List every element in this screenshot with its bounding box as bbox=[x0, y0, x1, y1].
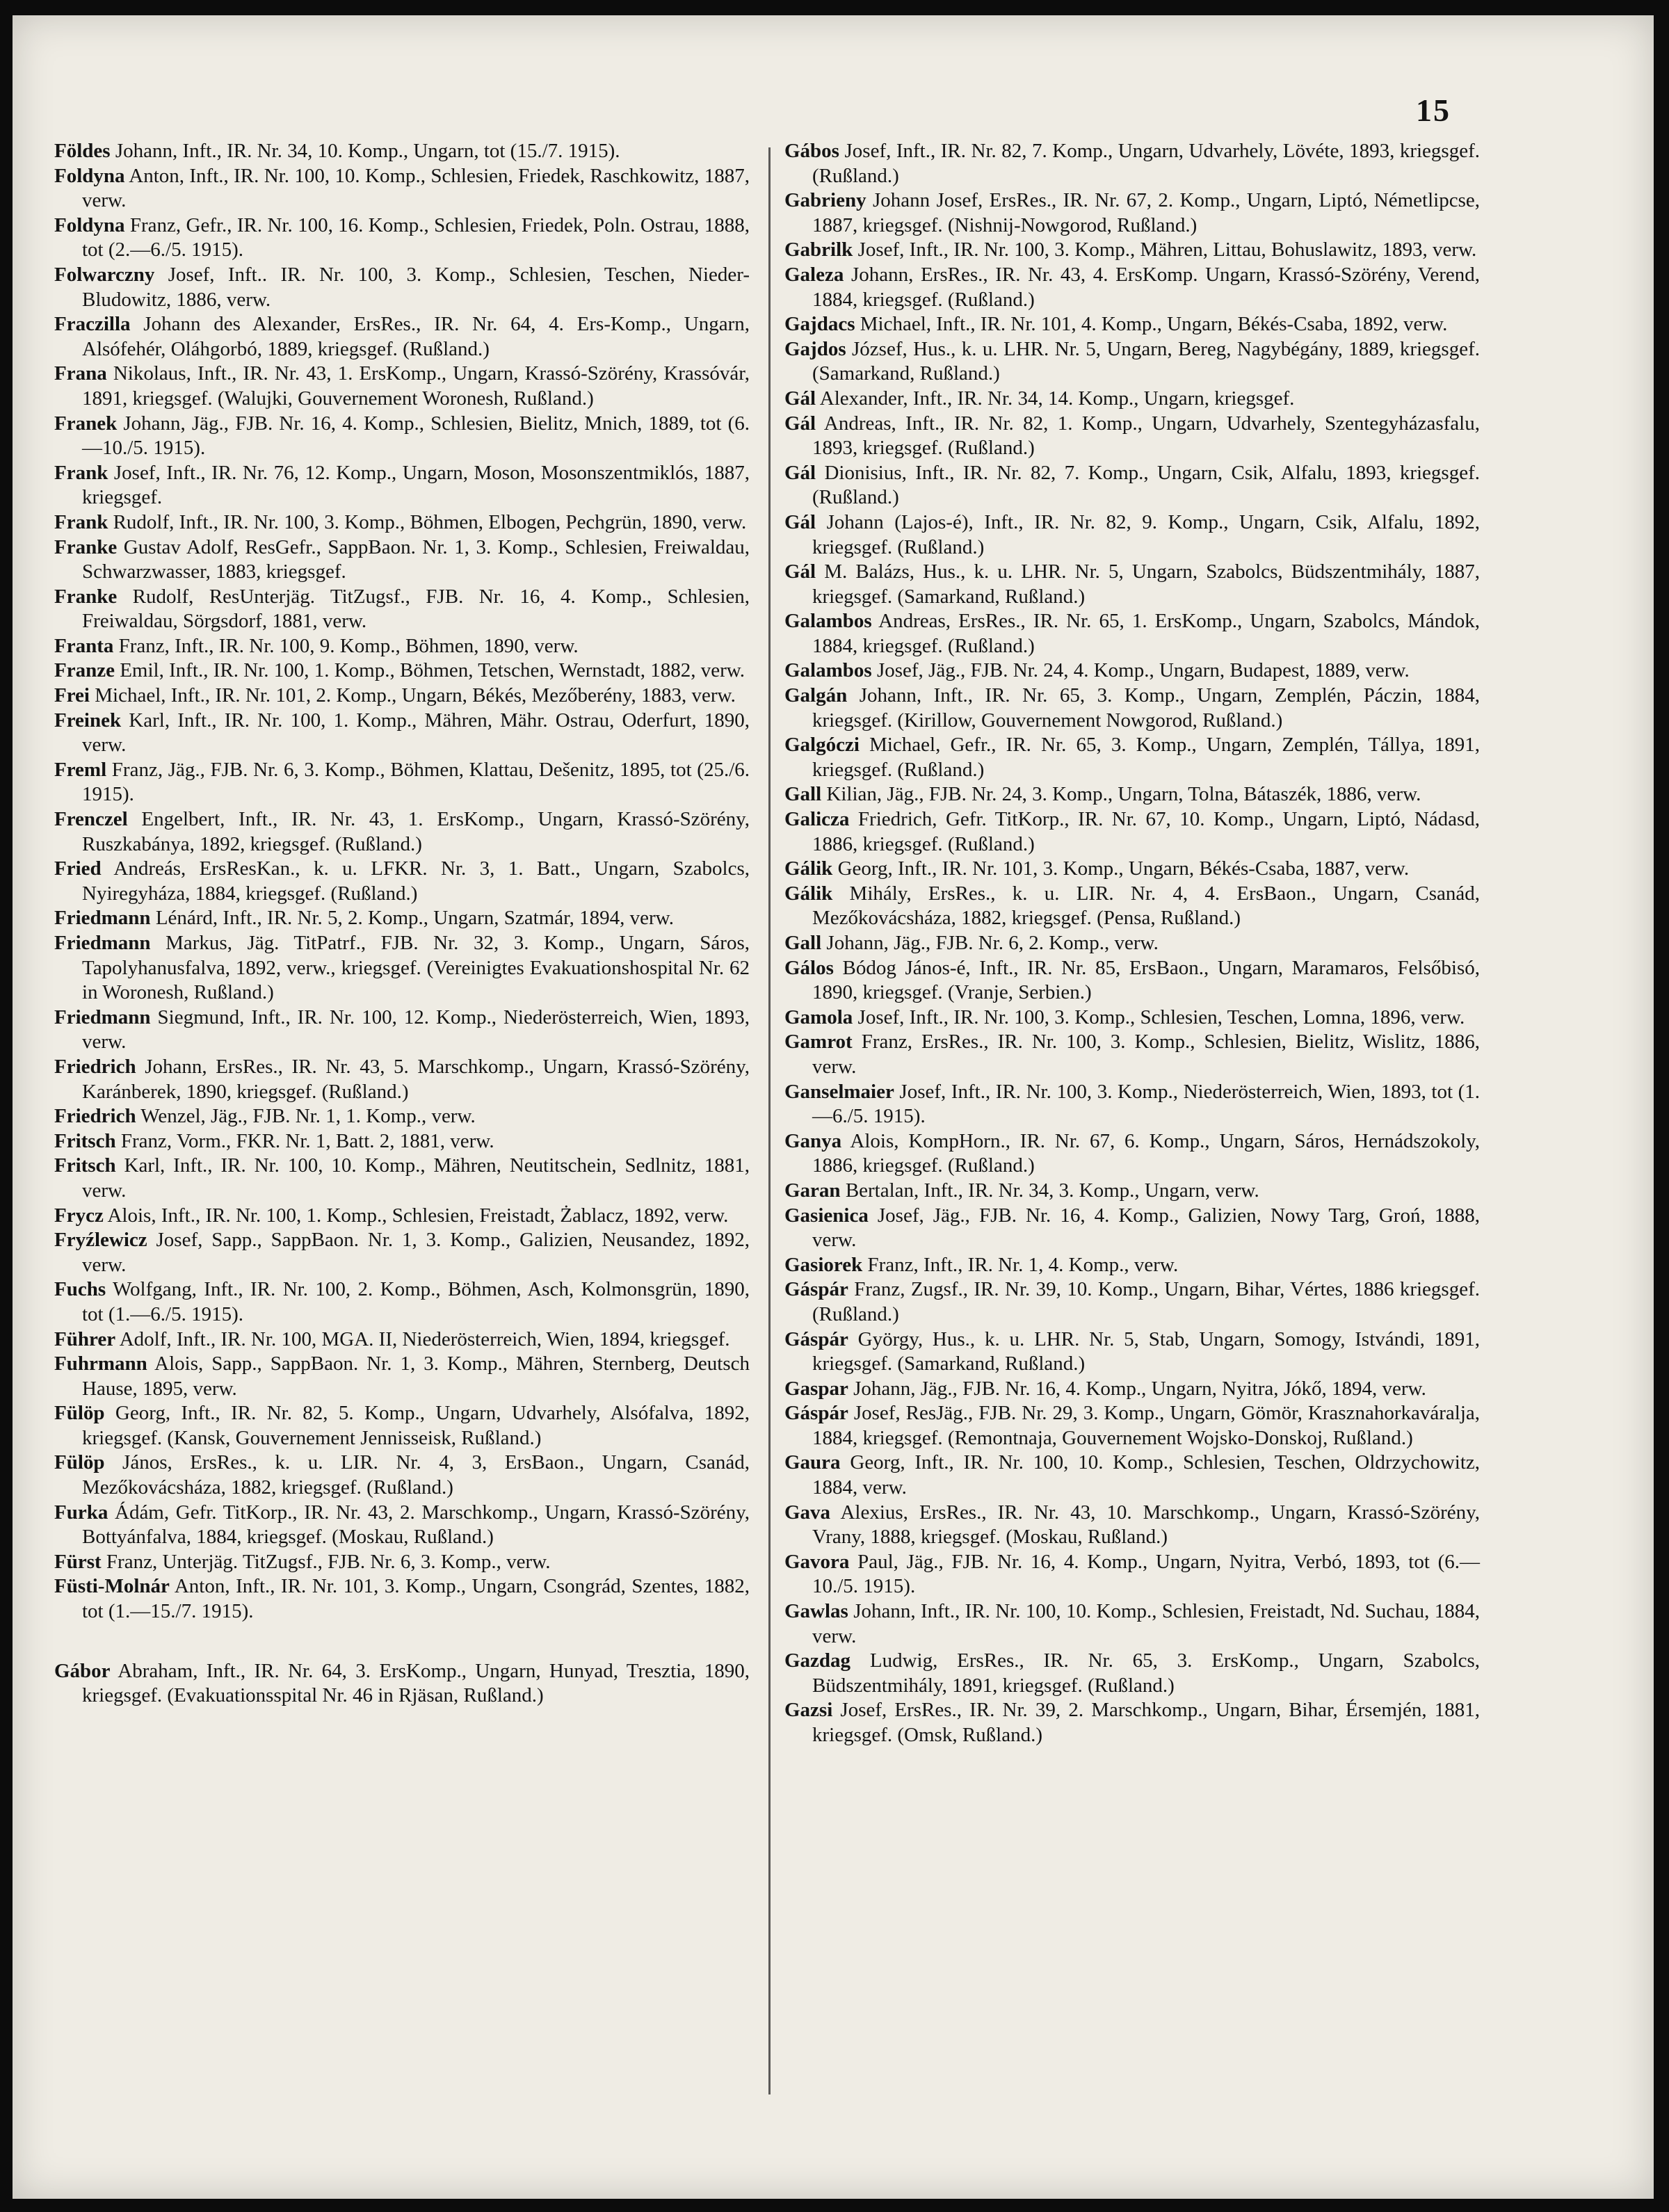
list-entry bbox=[54, 213, 750, 263]
entry-details: Josef, ErsRes., IR. Nr. 39, 2. Marschkomp., Ungarn, Bihar, Érsemjén, 1881, kriegsgef. (Omsk, Rußland.) bbox=[812, 1699, 1480, 1746]
entry-surname: Gál bbox=[784, 560, 816, 583]
entry-details: Rudolf, ResUnterjäg. TitZugsf., FJB. Nr. 16, 4. Komp., Schlesien, Freiwaldau, Sörgsdorf, 1881, verw. bbox=[82, 585, 750, 633]
list-entry bbox=[54, 1104, 750, 1129]
list-entry bbox=[784, 238, 1480, 263]
list-entry bbox=[54, 857, 750, 906]
entry-details: Bertalan, Inft., IR. Nr. 34, 3. Komp., Ungarn, verw. bbox=[840, 1179, 1259, 1202]
list-entry bbox=[54, 1550, 750, 1575]
list-entry bbox=[784, 1649, 1480, 1698]
document-page bbox=[13, 15, 1654, 2199]
entry-details: György, Hus., k. u. LHR. Nr. 5, Stab, Ungarn, Somogy, Istvándi, 1891, kriegsgef. (Samarkand, Rußland.) bbox=[812, 1327, 1480, 1375]
entry-surname: Fryźlewicz bbox=[54, 1229, 147, 1252]
list-entry bbox=[784, 733, 1480, 782]
entry-surname: Gaspar bbox=[784, 1377, 848, 1400]
entry-surname: Gabrieny bbox=[784, 189, 866, 212]
list-entry bbox=[784, 1377, 1480, 1402]
entry-surname: Garan bbox=[784, 1179, 841, 1202]
list-entry bbox=[54, 263, 750, 312]
left-column bbox=[54, 139, 750, 1709]
left-entries-g bbox=[54, 1659, 750, 1709]
entry-surname: Gazdag bbox=[784, 1649, 851, 1672]
entry-details: Abraham, Inft., IR. Nr. 64, 3. ErsKomp., Ungarn, Hunyad, Tresztia, 1890, kriegsgef. (Evakuationsspital Nr. 46 in Rjäsan, Rußland.) bbox=[82, 1659, 750, 1707]
page-number: 15 bbox=[1416, 92, 1451, 128]
entry-details: Siegmund, Inft., IR. Nr. 100, 12. Komp., Niederösterreich, Wien, 1893, verw. bbox=[82, 1006, 750, 1053]
entry-details: Alexius, ErsRes., IR. Nr. 43, 10. Marschkomp., Ungarn, Krassó-Szörény, Vrany, 1888, kriegsgef. (Moskau, Rußland.) bbox=[812, 1501, 1480, 1549]
entry-details: Michael, Inft., IR. Nr. 101, 2. Komp., Ungarn, Békés, Mezőberény, 1883, verw. bbox=[90, 684, 736, 707]
list-entry bbox=[54, 412, 750, 461]
entry-surname: Gava bbox=[784, 1501, 831, 1524]
entry-details: Josef, Sapp., SappBaon. Nr. 1, 3. Komp., Galizien, Neusandez, 1892, verw. bbox=[82, 1229, 750, 1276]
entry-details: Emil, Inft., IR. Nr. 100, 1. Komp., Böhmen, Tetschen, Wernstadt, 1882, verw. bbox=[114, 659, 745, 682]
entry-details: Adolf, Inft., IR. Nr. 100, MGA. II, Niederösterreich, Wien, 1894, kriegsgef. bbox=[115, 1327, 730, 1350]
list-entry bbox=[784, 659, 1480, 684]
list-entry bbox=[784, 188, 1480, 238]
entry-surname: Fraczilla bbox=[54, 313, 131, 336]
entry-details: József, Hus., k. u. LHR. Nr. 5, Ungarn, Bereg, Nagybégány, 1889, kriegsgef. (Samarkand, Rußland.) bbox=[812, 337, 1480, 385]
entry-details: Wolfgang, Inft., IR. Nr. 100, 2. Komp., Böhmen, Asch, Kolmonsgrün, 1890, tot (1.—6./5. 1915). bbox=[82, 1278, 750, 1325]
entry-details: Michael, Inft., IR. Nr. 101, 4. Komp., Ungarn, Békés-Csaba, 1892, verw. bbox=[855, 313, 1448, 336]
entry-surname: Franek bbox=[54, 412, 118, 435]
entry-details: Mihály, ErsRes., k. u. LIR. Nr. 4, 4. ErsBaon., Ungarn, Csanád, Mezőkovácsháza, 1882, kriegsgef. (Pensa, Rußland.) bbox=[812, 882, 1480, 930]
list-entry bbox=[54, 1659, 750, 1709]
list-entry bbox=[784, 609, 1480, 659]
entry-surname: Galgóczi bbox=[784, 734, 860, 757]
entry-surname: Gamrot bbox=[784, 1031, 853, 1053]
list-entry bbox=[54, 1228, 750, 1277]
entry-surname: Franze bbox=[54, 659, 115, 682]
entry-details: Johann, Jäg., FJB. Nr. 16, 4. Komp., Ungarn, Nyitra, Jókő, 1894, verw. bbox=[848, 1377, 1426, 1400]
entry-details: Johann, Inft., IR. Nr. 34, 10. Komp., Ungarn, tot (15./7. 1915). bbox=[110, 140, 620, 162]
entry-surname: Frank bbox=[54, 461, 108, 484]
entry-details: Josef, Inft., IR. Nr. 100, 3. Komp., Mähren, Littau, Bohuslawitz, 1893, verw. bbox=[853, 239, 1477, 261]
entry-details: Johann, ErsRes., IR. Nr. 43, 4. ErsKomp. Ungarn, Krassó-Szörény, Verend, 1884, kriegsgef. (Rußland.) bbox=[812, 263, 1480, 311]
entry-surname: Franta bbox=[54, 634, 114, 657]
entry-surname: Freinek bbox=[54, 709, 122, 732]
entry-surname: Friedmann bbox=[54, 1006, 151, 1028]
list-entry bbox=[54, 1327, 750, 1353]
entry-surname: Füsti-Molnár bbox=[54, 1575, 170, 1598]
list-entry bbox=[784, 931, 1480, 956]
entry-details: Franz, Vorm., FKR. Nr. 1, Batt. 2, 1881, verw. bbox=[115, 1129, 494, 1152]
entry-surname: Gabrilk bbox=[784, 239, 853, 261]
list-entry bbox=[784, 510, 1480, 560]
entry-details: Ádám, Gefr. TitKorp., IR. Nr. 43, 2. Marschkomp., Ungarn, Krassó-Szörény, Bottyánfalva, 1884, kriegsgef. (Moskau, Rußland.) bbox=[82, 1501, 750, 1549]
entry-details: Lénárd, Inft., IR. Nr. 5, 2. Komp., Ungarn, Szatmár, 1894, verw. bbox=[150, 907, 674, 930]
entry-details: Georg, Inft., IR. Nr. 100, 10. Komp., Schlesien, Teschen, Oldrzychowitz, 1884, verw. bbox=[812, 1451, 1480, 1499]
list-entry bbox=[784, 387, 1480, 412]
list-entry bbox=[54, 1574, 750, 1624]
entry-details: Josef, Inft.. IR. Nr. 100, 3. Komp., Schlesien, Teschen, Nieder-Bludowitz, 1886, verw. bbox=[82, 263, 750, 311]
entry-details: Bódog János-é, Inft., IR. Nr. 85, ErsBaon., Ungarn, Maramaros, Felsőbisó, 1890, kriegsgef. (Vranje, Serbien.) bbox=[812, 956, 1480, 1004]
list-entry bbox=[784, 882, 1480, 931]
entry-details: Johann des Alexander, ErsRes., IR. Nr. 64, 4. Ers-Komp., Ungarn, Alsófehér, Oláhgorbó, 1889, kriegsgef. (Rußland.) bbox=[82, 313, 750, 360]
entry-details: M. Balázs, Hus., k. u. LHR. Nr. 5, Ungarn, Szabolcs, Büdszentmihály, 1887, kriegsgef. (Samarkand, Rußland.) bbox=[812, 560, 1480, 608]
list-entry bbox=[54, 684, 750, 709]
entry-surname: Folwarczny bbox=[54, 263, 155, 286]
list-entry bbox=[54, 312, 750, 362]
list-entry bbox=[784, 1698, 1480, 1747]
column-divider bbox=[768, 147, 771, 2094]
entry-details: Johann, Jäg., FJB. Nr. 6, 2. Komp., verw. bbox=[821, 932, 1159, 954]
entry-surname: Gamola bbox=[784, 1006, 853, 1028]
entry-details: Johann, Inft., IR. Nr. 100, 10. Komp., Schlesien, Freistadt, Nd. Suchau, 1884, verw. bbox=[812, 1600, 1480, 1647]
entry-details: Alois, Sapp., SappBaon. Nr. 1, 3. Komp., Mähren, Sternberg, Deutsch Hause, 1895, verw. bbox=[82, 1353, 750, 1400]
entry-details: Josef, Inft., IR. Nr. 100, 3. Komp., Niederösterreich, Wien, 1893, tot (1.—6./5. 1915). bbox=[812, 1080, 1480, 1128]
entry-surname: Gálik bbox=[784, 882, 833, 905]
entry-details: Wenzel, Jäg., FJB. Nr. 1, 1. Komp., verw. bbox=[136, 1105, 476, 1128]
entry-details: Josef, Inft., IR. Nr. 100, 3. Komp., Schlesien, Teschen, Lomna, 1896, verw. bbox=[853, 1006, 1465, 1028]
entry-surname: Gál bbox=[784, 461, 816, 484]
list-entry bbox=[54, 1006, 750, 1055]
list-entry bbox=[784, 263, 1480, 312]
entry-details: Johann, Inft., IR. Nr. 65, 3. Komp., Ungarn, Zemplén, Páczin, 1884, kriegsgef. (Kirillow, Gouvernement Nowgorod, Rußland.) bbox=[812, 684, 1480, 732]
entry-surname: Fritsch bbox=[54, 1154, 116, 1177]
entry-surname: Ganselmaier bbox=[784, 1080, 894, 1103]
list-entry bbox=[784, 1080, 1480, 1129]
list-entry bbox=[784, 1550, 1480, 1599]
list-entry bbox=[784, 1179, 1480, 1204]
list-entry bbox=[784, 1277, 1480, 1327]
list-entry bbox=[54, 1277, 750, 1327]
list-entry bbox=[54, 758, 750, 807]
entry-surname: Gáspár bbox=[784, 1278, 848, 1301]
entry-details: Alexander, Inft., IR. Nr. 34, 14. Komp., Ungarn, kriegsgef. bbox=[816, 387, 1295, 410]
list-entry bbox=[54, 1451, 750, 1500]
entry-details: Ludwig, ErsRes., IR. Nr. 65, 3. ErsKomp., Ungarn, Szabolcs, Büdszentmihály, 1891, kriegsgef. (Rußland.) bbox=[812, 1649, 1480, 1697]
entry-surname: Fülöp bbox=[54, 1451, 105, 1474]
entry-details: Franz, Jäg., FJB. Nr. 6, 3. Komp., Böhmen, Klattau, Dešenitz, 1895, tot (25./6. 1915). bbox=[82, 758, 750, 806]
list-entry bbox=[784, 1030, 1480, 1079]
entry-surname: Gajdacs bbox=[784, 313, 855, 336]
entry-surname: Fuhrmann bbox=[54, 1353, 147, 1375]
list-entry bbox=[784, 337, 1480, 387]
list-entry bbox=[784, 1006, 1480, 1031]
entry-surname: Gajdos bbox=[784, 337, 846, 360]
list-entry bbox=[784, 1599, 1480, 1649]
entry-surname: Freml bbox=[54, 758, 107, 781]
entry-surname: Fried bbox=[54, 857, 102, 880]
entry-surname: Gawlas bbox=[784, 1600, 848, 1623]
entry-surname: Friedmann bbox=[54, 907, 151, 930]
list-entry bbox=[784, 1501, 1480, 1550]
right-column bbox=[784, 139, 1480, 1748]
entry-surname: Fülöp bbox=[54, 1402, 105, 1425]
entry-surname: Gavora bbox=[784, 1550, 850, 1573]
list-entry bbox=[784, 1451, 1480, 1500]
list-entry bbox=[784, 1253, 1480, 1278]
list-entry bbox=[784, 782, 1480, 807]
list-entry bbox=[54, 1154, 750, 1203]
entry-details: Johann Josef, ErsRes., IR. Nr. 67, 2. Komp., Ungarn, Liptó, Németlipcse, 1887, kriegsgef. (Nishnij-Nowgorod, Rußland.) bbox=[812, 189, 1480, 236]
entry-surname: Frycz bbox=[54, 1204, 104, 1227]
entry-details: Johann, Jäg., FJB. Nr. 16, 4. Komp., Schlesien, Bielitz, Mnich, 1889, tot (6.—10./5. 1915). bbox=[82, 412, 750, 460]
list-entry bbox=[784, 312, 1480, 337]
list-entry bbox=[54, 906, 750, 931]
list-entry bbox=[54, 634, 750, 659]
list-entry bbox=[54, 1055, 750, 1104]
entry-details: Anton, Inft., IR. Nr. 100, 10. Komp., Schlesien, Friedek, Raschkowitz, 1887, verw. bbox=[82, 164, 750, 212]
list-entry bbox=[54, 461, 750, 510]
list-entry bbox=[784, 1401, 1480, 1451]
list-entry bbox=[784, 1204, 1480, 1253]
list-entry bbox=[784, 956, 1480, 1006]
list-entry bbox=[54, 139, 750, 164]
entry-surname: Frenczel bbox=[54, 808, 128, 831]
entry-details: Kilian, Jäg., FJB. Nr. 24, 3. Komp., Ungarn, Tolna, Bátaszék, 1886, verw. bbox=[821, 783, 1421, 806]
entry-surname: Gall bbox=[784, 783, 822, 806]
entry-surname: Friedmann bbox=[54, 932, 151, 954]
entry-details: Josef, Inft., IR. Nr. 76, 12. Komp., Ungarn, Moson, Mosonszentmiklós, 1887, kriegsgef. bbox=[82, 461, 750, 509]
entry-details: Anton, Inft., IR. Nr. 101, 3. Komp., Ungarn, Csongrád, Szentes, 1882, tot (1.—15./7. 1915). bbox=[82, 1575, 750, 1623]
entry-details: Karl, Inft., IR. Nr. 100, 1. Komp., Mähren, Mähr. Ostrau, Oderfurt, 1890, verw. bbox=[82, 709, 750, 757]
entry-details: Rudolf, Inft., IR. Nr. 100, 3. Komp., Böhmen, Elbogen, Pechgrün, 1890, verw. bbox=[108, 510, 747, 533]
list-entry bbox=[54, 659, 750, 684]
entry-surname: Führer bbox=[54, 1327, 116, 1350]
entry-details: Andreás, ErsResKan., k. u. LFKR. Nr. 3, 1. Batt., Ungarn, Szabolcs, Nyiregyháza, 1884, kriegsgef. (Rußland.) bbox=[82, 857, 750, 905]
entry-details: Franz, Unterjäg. TitZugsf., FJB. Nr. 6, 3. Komp., verw. bbox=[101, 1550, 551, 1573]
entry-surname: Gábor bbox=[54, 1659, 111, 1682]
entry-surname: Gáspár bbox=[784, 1327, 848, 1350]
entry-surname: Fuchs bbox=[54, 1278, 106, 1301]
entry-surname: Galicza bbox=[784, 808, 850, 831]
entry-surname: Ganya bbox=[784, 1129, 842, 1152]
list-entry bbox=[54, 164, 750, 213]
entry-surname: Gaura bbox=[784, 1451, 841, 1474]
entry-surname: Földes bbox=[54, 140, 111, 162]
entry-details: Markus, Jäg. TitPatrf., FJB. Nr. 32, 3. Komp., Ungarn, Sáros, Tapolyhanusfalva, 1892, verw., kriegsgef. (Vereinigtes Evakuationshospital Nr. 62 in Woronesh, Rußland.) bbox=[82, 932, 750, 1004]
list-entry bbox=[54, 1401, 750, 1451]
list-entry bbox=[784, 560, 1480, 609]
entry-details: János, ErsRes., k. u. LIR. Nr. 4, 3, ErsBaon., Ungarn, Csanád, Mezőkovácsháza, 1882, kriegsgef. (Rußland.) bbox=[82, 1451, 750, 1499]
entry-details: Franz, ErsRes., IR. Nr. 100, 3. Komp., Schlesien, Bielitz, Wislitz, 1886, verw. bbox=[812, 1031, 1480, 1078]
entry-surname: Frei bbox=[54, 684, 90, 707]
entry-surname: Franke bbox=[54, 535, 118, 558]
entry-details: Franz, Inft., IR. Nr. 1, 4. Komp., verw. bbox=[862, 1253, 1179, 1276]
list-entry bbox=[54, 1204, 750, 1229]
entry-surname: Foldyna bbox=[54, 213, 125, 236]
entry-surname: Gasienica bbox=[784, 1204, 869, 1227]
entry-details: Franz, Zugsf., IR. Nr. 39, 10. Komp., Ungarn, Bihar, Vértes, 1886 kriegsgef. (Rußland.) bbox=[812, 1278, 1480, 1325]
entry-surname: Frana bbox=[54, 362, 107, 385]
entry-surname: Galambos bbox=[784, 610, 872, 633]
entry-surname: Gál bbox=[784, 412, 816, 435]
list-entry bbox=[784, 1327, 1480, 1377]
entry-details: Michael, Gefr., IR. Nr. 65, 3. Komp., Ungarn, Zemplén, Tállya, 1891, kriegsgef. (Rußland.) bbox=[812, 734, 1480, 781]
entry-details: Engelbert, Inft., IR. Nr. 43, 1. ErsKomp., Ungarn, Krassó-Szörény, Ruszkabánya, 1892, kriegsgef. (Rußland.) bbox=[82, 808, 750, 855]
entry-details: Friedrich, Gefr. TitKorp., IR. Nr. 67, 10. Komp., Ungarn, Liptó, Nádasd, 1886, kriegsgef. (Rußland.) bbox=[812, 808, 1480, 855]
list-entry bbox=[54, 535, 750, 585]
entry-details: Josef, ResJäg., FJB. Nr. 29, 3. Komp., Ungarn, Gömör, Krasznahorkaváralja, 1884, kriegsgef. (Remontnaja, Gouvernement Wojsko-Donskoj, Rußland.) bbox=[812, 1402, 1480, 1449]
entry-surname: Galgán bbox=[784, 684, 848, 707]
list-entry bbox=[54, 931, 750, 1006]
entry-surname: Gál bbox=[784, 387, 816, 410]
right-entries bbox=[784, 139, 1480, 1748]
list-entry bbox=[54, 709, 750, 758]
entry-details: Franz, Gefr., IR. Nr. 100, 16. Komp., Schlesien, Friedek, Poln. Ostrau, 1888, tot (2.—6./5. 1915). bbox=[82, 213, 750, 261]
entry-details: Karl, Inft., IR. Nr. 100, 10. Komp., Mähren, Neutitschein, Sedlnitz, 1881, verw. bbox=[82, 1154, 750, 1202]
entry-surname: Franke bbox=[54, 585, 118, 608]
entry-details: Andreas, ErsRes., IR. Nr. 65, 1. ErsKomp., Ungarn, Szabolcs, Mándok, 1884, kriegsgef. (Rußland.) bbox=[812, 610, 1480, 657]
list-entry bbox=[54, 807, 750, 857]
entry-surname: Gasiorek bbox=[784, 1253, 863, 1276]
entry-details: Andreas, Inft., IR. Nr. 82, 1. Komp., Ungarn, Udvarhely, Szentegyházasfalu, 1893, kriegsgef. (Rußland.) bbox=[812, 412, 1480, 460]
entry-surname: Furka bbox=[54, 1501, 108, 1524]
entry-details: Alois, KompHorn., IR. Nr. 67, 6. Komp., Ungarn, Sáros, Hernádszokoly, 1886, kriegsgef. (Rußland.) bbox=[812, 1129, 1480, 1177]
list-entry bbox=[54, 1352, 750, 1401]
entry-surname: Fürst bbox=[54, 1550, 102, 1573]
list-entry bbox=[784, 412, 1480, 461]
entry-surname: Gábos bbox=[784, 140, 839, 162]
entry-details: Johann, ErsRes., IR. Nr. 43, 5. Marschkomp., Ungarn, Krassó-Szörény, Karánberek, 1890, kriegsgef. (Rußland.) bbox=[82, 1055, 750, 1103]
entry-surname: Fritsch bbox=[54, 1129, 116, 1152]
entry-details: Georg, Inft., IR. Nr. 82, 5. Komp., Ungarn, Udvarhely, Alsófalva, 1892, kriegsgef. (Kansk, Gouvernement Jennisseisk, Rußland.) bbox=[82, 1402, 750, 1449]
entry-surname: Gálik bbox=[784, 857, 833, 880]
list-entry bbox=[784, 139, 1480, 188]
list-entry bbox=[784, 807, 1480, 857]
entry-surname: Gazsi bbox=[784, 1699, 833, 1722]
list-entry bbox=[784, 461, 1480, 510]
list-entry bbox=[54, 362, 750, 411]
entry-details: Nikolaus, Inft., IR. Nr. 43, 1. ErsKomp., Ungarn, Krassó-Szörény, Krassóvár, 1891, kriegsgef. (Walujki, Gouvernement Woronesh, Rußland.) bbox=[82, 362, 750, 410]
left-entries bbox=[54, 139, 750, 1624]
entry-surname: Friedrich bbox=[54, 1105, 136, 1128]
section-gap bbox=[54, 1624, 750, 1659]
entry-details: Dionisius, Inft., IR. Nr. 82, 7. Komp., Ungarn, Csik, Alfalu, 1893, kriegsgef. (Rußland.) bbox=[812, 461, 1480, 509]
entry-surname: Galambos bbox=[784, 659, 872, 682]
entry-surname: Foldyna bbox=[54, 164, 125, 187]
entry-surname: Gall bbox=[784, 932, 822, 954]
entry-details: Franz, Inft., IR. Nr. 100, 9. Komp., Böhmen, 1890, verw. bbox=[113, 634, 579, 657]
entry-surname: Gáspár bbox=[784, 1402, 848, 1425]
entry-details: Alois, Inft., IR. Nr. 100, 1. Komp., Schlesien, Freistadt, Żablacz, 1892, verw. bbox=[103, 1204, 729, 1227]
entry-surname: Gálos bbox=[784, 956, 834, 979]
entry-details: Josef, Jäg., FJB. Nr. 16, 4. Komp., Galizien, Nowy Targ, Groń, 1888, verw. bbox=[812, 1204, 1480, 1252]
list-entry bbox=[784, 1129, 1480, 1179]
entry-surname: Frank bbox=[54, 510, 108, 533]
list-entry bbox=[54, 585, 750, 634]
entry-details: Josef, Jäg., FJB. Nr. 24, 4. Komp., Ungarn, Budapest, 1889, verw. bbox=[871, 659, 1410, 682]
entry-details: Paul, Jäg., FJB. Nr. 16, 4. Komp., Ungarn, Nyitra, Verbó, 1893, tot (6.—10./5. 1915). bbox=[812, 1550, 1480, 1598]
entry-details: Gustav Adolf, ResGefr., SappBaon. Nr. 1, 3. Komp., Schlesien, Freiwaldau, Schwarzwasser, 1883, kriegsgef. bbox=[82, 535, 750, 583]
list-entry bbox=[54, 1501, 750, 1550]
entry-details: Johann (Lajos-é), Inft., IR. Nr. 82, 9. Komp., Ungarn, Csik, Alfalu, 1892, kriegsgef. (Rußland.) bbox=[812, 510, 1480, 558]
list-entry bbox=[784, 857, 1480, 882]
entry-details: Josef, Inft., IR. Nr. 82, 7. Komp., Ungarn, Udvarhely, Lövéte, 1893, kriegsgef. (Rußland.) bbox=[812, 140, 1480, 187]
list-entry bbox=[54, 510, 750, 535]
entry-surname: Friedrich bbox=[54, 1055, 136, 1078]
entry-surname: Gál bbox=[784, 510, 816, 533]
entry-details: Georg, Inft., IR. Nr. 101, 3. Komp., Ungarn, Békés-Csaba, 1887, verw. bbox=[832, 857, 1410, 880]
list-entry bbox=[54, 1129, 750, 1154]
entry-surname: Galeza bbox=[784, 263, 844, 286]
list-entry bbox=[784, 684, 1480, 733]
